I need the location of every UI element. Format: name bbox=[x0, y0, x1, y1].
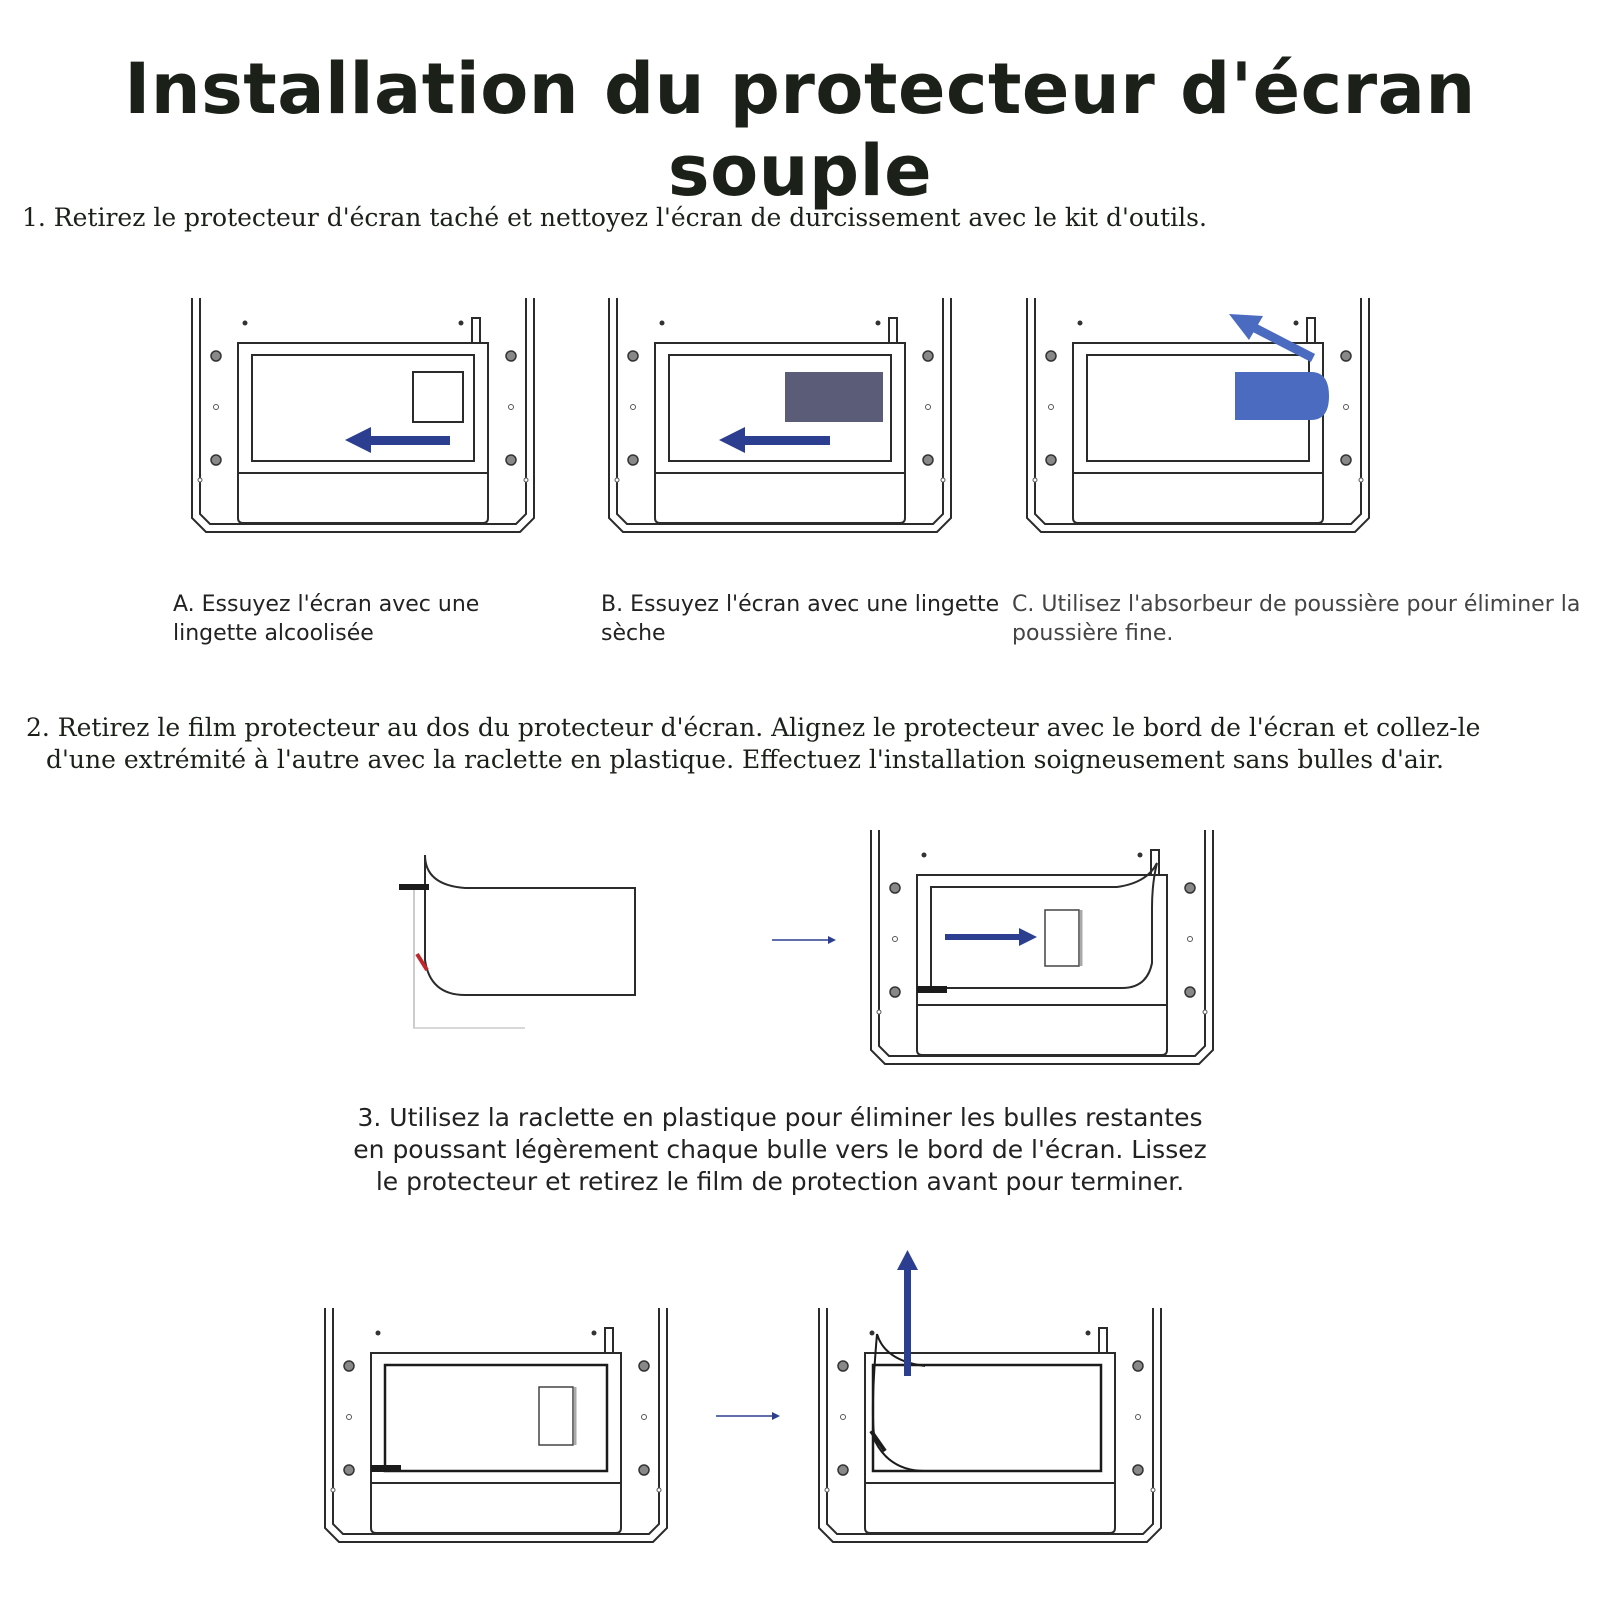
caption-c: C. Utilisez l'absorbeur de poussière pour éliminer la poussière fine. bbox=[1012, 592, 1581, 646]
arrow-right-icon bbox=[945, 928, 1037, 946]
step-3b-diagram bbox=[815, 1306, 1165, 1556]
step-1b-diagram bbox=[605, 296, 955, 546]
step-2-line-1: 2. Retirez le film protecteur au dos du protecteur d'écran. Alignez le protecteur avec le bord de l'écran et collez-le bbox=[26, 713, 1481, 742]
arrow-left-icon bbox=[719, 427, 830, 453]
step-1a-diagram bbox=[188, 296, 538, 546]
step-1c-diagram bbox=[1023, 296, 1373, 546]
caption-a: A. Essuyez l'écran avec une lingette alcoolisée bbox=[173, 592, 480, 646]
step-3-text: 3. Utilisez la raclette en plastique pour éliminer les bulles restantes en poussant légèrement chaque bulle vers le bord de l'écran. Lissez le protecteur et retirez le film de protection avant pour terminer. bbox=[353, 1103, 1207, 1196]
step-2-text bbox=[26, 712, 1586, 776]
step-3a-diagram bbox=[321, 1306, 671, 1556]
step-1-text: 1. Retirez le protecteur d'écran taché et nettoyez l'écran de durcissement avec le kit d'outils. bbox=[22, 203, 1207, 232]
squeegee-icon bbox=[371, 1465, 401, 1472]
arrow-up-left-icon bbox=[1229, 314, 1313, 358]
caption-b: B. Essuyez l'écran avec une lingette sèche bbox=[601, 592, 1000, 646]
step-2-arrow bbox=[772, 935, 836, 945]
step-2-film-diagram bbox=[395, 850, 655, 1030]
step-2-device-diagram bbox=[867, 828, 1217, 1078]
arrow-left-icon bbox=[345, 427, 450, 453]
step-3-arrow bbox=[716, 1411, 780, 1421]
step-2-line-2: d'une extrémité à l'autre avec la raclette en plastique. Effectuez l'installation soigneusement sans bulles d'air. bbox=[46, 745, 1444, 774]
page-title: Installation du protecteur d'écran souple bbox=[124, 48, 1476, 212]
arrow-up-icon bbox=[897, 1250, 918, 1376]
squeegee-icon bbox=[917, 986, 947, 993]
squeegee-icon bbox=[399, 884, 429, 890]
